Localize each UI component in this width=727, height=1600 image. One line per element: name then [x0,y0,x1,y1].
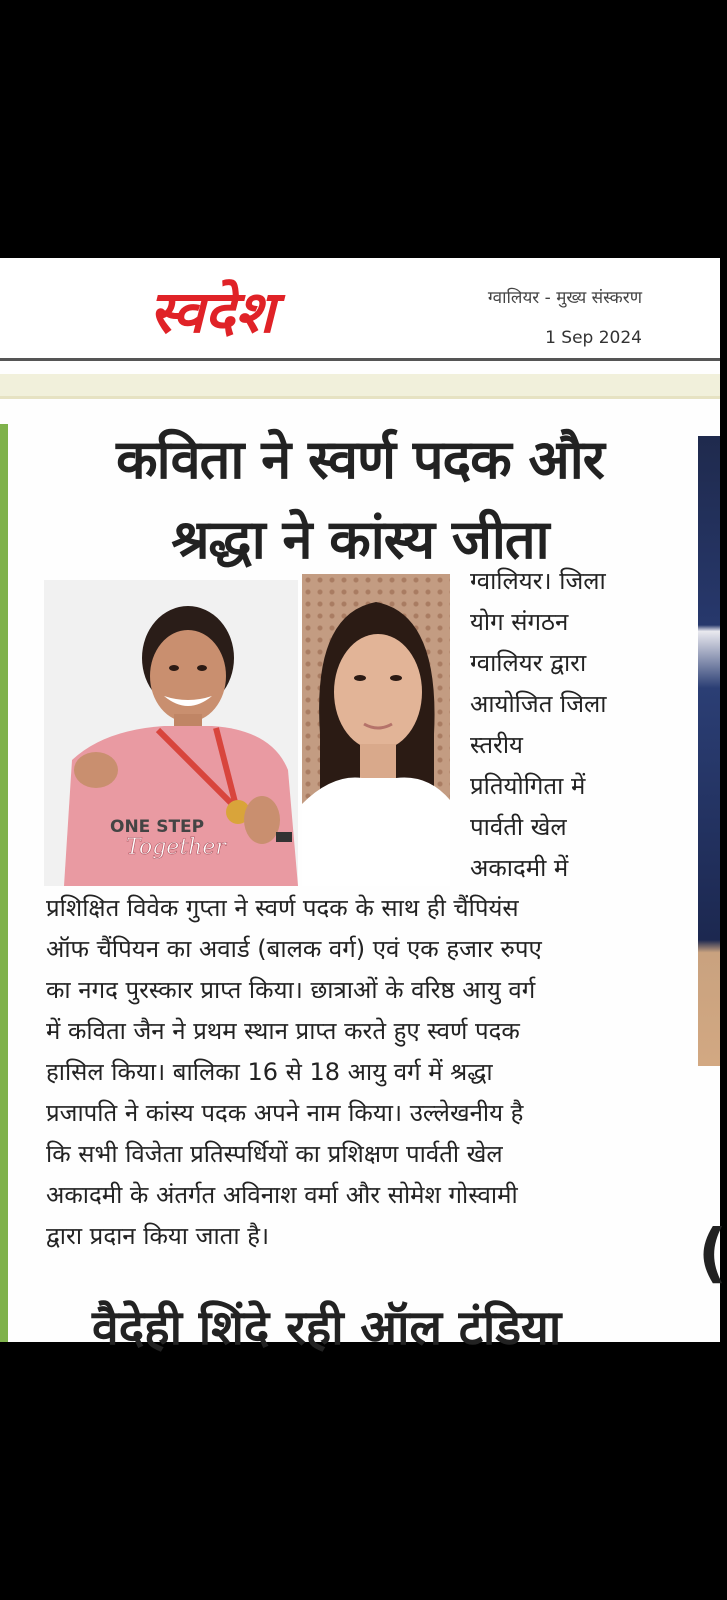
side-line: स्तरीय [470,731,523,759]
headline-line-1: कविता ने स्वर्ण पदक और [116,428,604,491]
side-line: प्रतियोगिता में [470,772,586,800]
edition-label: ग्वालियर - मुख्य संस्करण [487,288,642,308]
body-line: ऑफ चैंपियन का अवार्ड (बालक वर्ग) एवं एक हजार रुपए [46,935,542,963]
photo-shraddha-prajapati [302,574,450,886]
body-line: कि सभी विजेता प्रतिस्पर्धियों का प्रशिक्षण पार्वती खेल [46,1140,503,1168]
body-line: का नगद पुरस्कार प्राप्त किया। छात्राओं के वरिष्ठ आयु वर्ग [46,976,536,1004]
photo-kavita-jain [44,580,298,886]
edition-date: 1 Sep 2024 [545,328,642,348]
adjacent-headline-fragment: ( [698,1217,727,1291]
adjacent-photo-strip [698,436,720,1066]
side-line: पार्वती खेल [470,813,567,841]
side-line: आयोजित जिला [470,690,607,718]
logo-text: स्वदेश [149,278,275,346]
body-line: प्रशिक्षित विवेक गुप्ता ने स्वर्ण पदक के साथ ही चैंपियंस [46,894,519,922]
decorative-band [0,374,720,399]
body-line: में कविता जैन ने प्रथम स्थान प्राप्त करते हुए स्वर्ण पदक [46,1017,520,1045]
newspaper-logo [72,276,352,346]
side-line: ग्वालियर द्वारा [470,649,587,677]
body-line: अकादमी के अंतर्गत अविनाश वर्मा और सोमेश गोस्वामी [46,1181,518,1209]
shirt-print-line1: ONE STEP [110,817,205,837]
side-line: अकादमी में [470,854,569,882]
next-article-headline: वैदेही शिंदे रही ऑल टंडिया [92,1300,562,1356]
shirt-print-line2: Together [126,835,226,860]
masthead [0,258,720,360]
article-body [46,888,686,1257]
article-headline [40,420,680,580]
body-line: प्रजापति ने कांस्य पदक अपने नाम किया। उल्लेखनीय है [46,1099,524,1127]
logo-graphic [72,276,352,346]
side-line: ग्वालियर। जिला [470,567,606,595]
side-line: योग संगठन [470,608,569,636]
body-line: हासिल किया। बालिका 16 से 18 आयु वर्ग में श्रद्धा [46,1058,493,1086]
body-line: द्वारा प्रदान किया जाता है। [46,1222,270,1250]
masthead-divider [0,358,720,361]
adjacent-column-strip [0,424,8,1342]
article-side-column [470,561,670,889]
newspaper-clipping [0,258,727,1356]
headline-line-2: श्रद्धा ने कांस्य जीता [171,508,549,571]
